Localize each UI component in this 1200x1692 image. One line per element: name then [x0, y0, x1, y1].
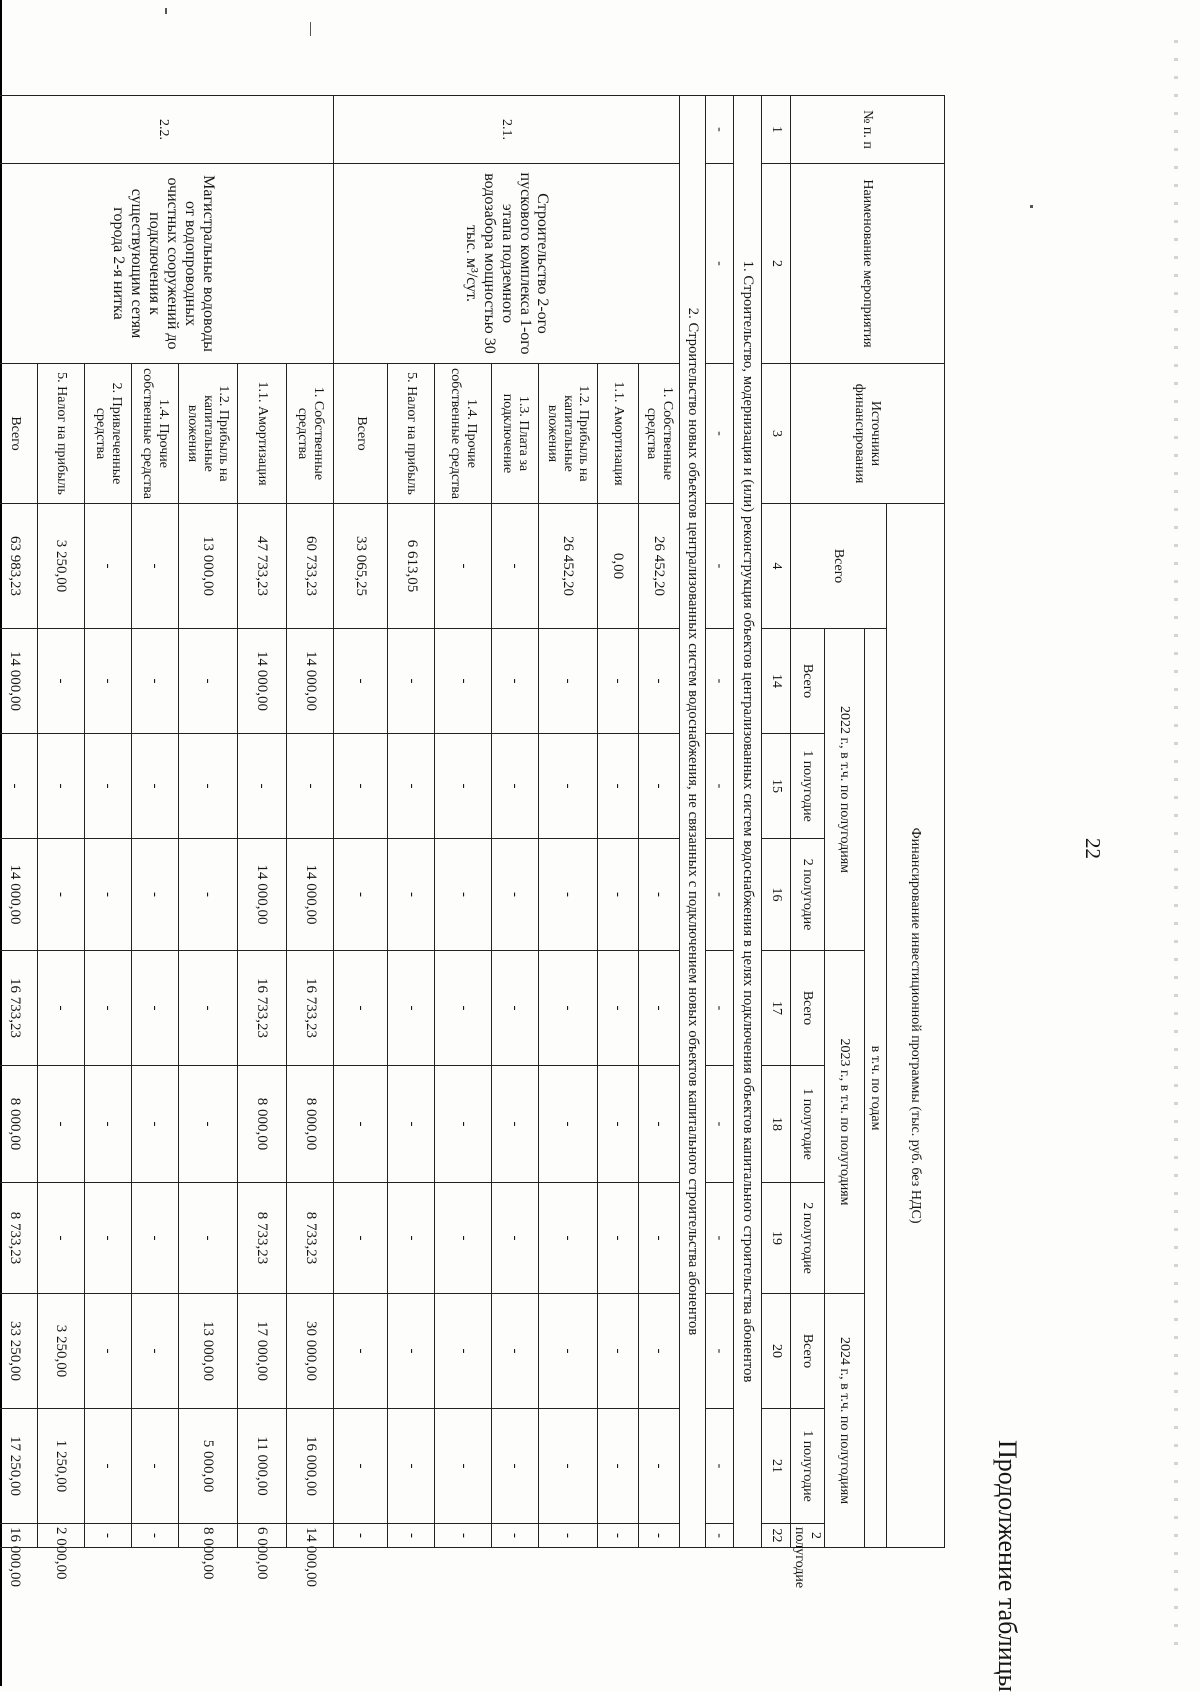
col-number: 22	[762, 1524, 790, 1548]
amount-cell: 16 733,23	[237, 951, 286, 1066]
col-number: 4	[762, 504, 790, 629]
header-2024-half1: 1 полугодие	[790, 1409, 824, 1524]
amount-cell: -	[0, 734, 37, 839]
header-2024-half2: 2 полугодие	[790, 1524, 824, 1548]
amount-cell: 26 452,20	[638, 504, 679, 629]
col-number: 19	[762, 1183, 790, 1294]
amount-cell: -	[491, 504, 538, 629]
funding-source: Всего	[334, 364, 388, 504]
amount-cell: -	[638, 629, 679, 734]
funding-source: 1.1. Амортизация	[237, 364, 286, 504]
amount-cell: -	[37, 1183, 84, 1294]
header-2024-total: Всего	[790, 1294, 824, 1409]
funding-source: Всего	[0, 364, 37, 504]
amount-cell: -	[435, 1066, 491, 1183]
amount-cell: 47 733,23	[237, 504, 286, 629]
amount-cell: -	[131, 1066, 178, 1183]
amount-cell: -	[491, 1409, 538, 1524]
amount-cell: -	[435, 951, 491, 1066]
header-2022-half1: 1 полугодие	[790, 734, 824, 839]
continuation-title: Продолжение таблицы	[993, 1440, 1022, 1692]
amount-cell: 60 733,23	[287, 504, 334, 629]
col-number: 20	[762, 1294, 790, 1409]
amount-cell: -	[131, 1294, 178, 1409]
amount-cell: -	[597, 629, 638, 734]
amount-cell: 16 733,23	[0, 951, 37, 1066]
amount-cell: -	[131, 504, 178, 629]
amount-cell: -	[37, 1066, 84, 1183]
header-year-2022: 2022 г., в т.ч. по полугодиям	[825, 629, 865, 951]
amount-cell: -	[178, 734, 237, 839]
amount-cell: 14 000,00	[237, 629, 286, 734]
funding-source: 1.4. Прочие собственные средства	[131, 364, 178, 504]
amount-cell: -	[84, 1066, 131, 1183]
placeholder-cell: -	[706, 839, 734, 951]
amount-cell: -	[178, 629, 237, 734]
amount-cell: -	[84, 734, 131, 839]
amount-cell: -	[388, 734, 435, 839]
amount-cell: 13 000,00	[178, 1294, 237, 1409]
amount-cell: -	[334, 1524, 388, 1548]
amount-cell: 14 000,00	[0, 839, 37, 951]
header-sources: Источники финансирования	[790, 364, 944, 504]
amount-cell: -	[334, 1409, 388, 1524]
amount-cell: -	[84, 504, 131, 629]
placeholder-cell: -	[706, 164, 734, 364]
amount-cell: -	[37, 629, 84, 734]
amount-cell: 14 000,00	[287, 629, 334, 734]
amount-cell: -	[597, 951, 638, 1066]
amount-cell: -	[597, 1409, 638, 1524]
placeholder-cell: -	[706, 1294, 734, 1409]
amount-cell: 16 733,23	[287, 951, 334, 1066]
amount-cell: -	[491, 1183, 538, 1294]
amount-cell: -	[84, 839, 131, 951]
amount-cell: -	[178, 951, 237, 1066]
header-name: Наименование мероприятия	[790, 164, 944, 364]
col-number: 15	[762, 734, 790, 839]
col-number: 3	[762, 364, 790, 504]
amount-cell: -	[84, 629, 131, 734]
amount-cell: -	[435, 1409, 491, 1524]
amount-cell: 8 000,00	[0, 1066, 37, 1183]
col-number: 16	[762, 839, 790, 951]
amount-cell: 6 613,05	[388, 504, 435, 629]
header-total: Всего	[790, 504, 886, 629]
amount-cell: -	[638, 951, 679, 1066]
amount-cell: -	[638, 1066, 679, 1183]
amount-cell: -	[435, 1524, 491, 1548]
header-year-2023: 2023 г., в т.ч. по полугодиям	[825, 951, 865, 1294]
amount-cell: -	[491, 951, 538, 1066]
table-row	[638, 96, 679, 1548]
amount-cell: -	[538, 839, 597, 951]
amount-cell: -	[491, 1294, 538, 1409]
amount-cell: -	[334, 629, 388, 734]
amount-cell: -	[638, 1409, 679, 1524]
amount-cell: -	[388, 1294, 435, 1409]
header-2023-total: Всего	[790, 951, 824, 1066]
amount-cell: -	[84, 951, 131, 1066]
amount-cell: -	[334, 734, 388, 839]
amount-cell: -	[638, 734, 679, 839]
amount-cell: -	[491, 1066, 538, 1183]
amount-cell: -	[334, 1183, 388, 1294]
amount-cell: -	[638, 839, 679, 951]
amount-cell: -	[334, 1294, 388, 1409]
amount-cell: 33 250,00	[0, 1294, 37, 1409]
amount-cell: 30 000,00	[287, 1294, 334, 1409]
amount-cell: 8 000,00	[178, 1524, 237, 1548]
amount-cell: -	[491, 1524, 538, 1548]
header-financing: Финансирование инвестиционной программы (тыс. руб. без НДС)	[887, 504, 945, 1548]
col-number: 2	[762, 164, 790, 364]
item-number: 2.1.	[334, 96, 680, 164]
funding-source: 2. Привлеченные средства	[84, 364, 131, 504]
placeholder-cell: -	[706, 951, 734, 1066]
amount-cell: -	[388, 839, 435, 951]
amount-cell: -	[597, 1183, 638, 1294]
amount-cell: 17 250,00	[0, 1409, 37, 1524]
amount-cell: -	[597, 1066, 638, 1183]
header-2022-half2: 2 полугодие	[790, 839, 824, 951]
amount-cell: -	[131, 1524, 178, 1548]
amount-cell: -	[388, 1183, 435, 1294]
col-number: 18	[762, 1066, 790, 1183]
amount-cell: 14 000,00	[237, 839, 286, 951]
amount-cell: -	[334, 951, 388, 1066]
amount-cell: 8 733,23	[237, 1183, 286, 1294]
col-number: 1	[762, 96, 790, 164]
amount-cell: -	[388, 1066, 435, 1183]
amount-cell: 16 000,00	[287, 1409, 334, 1524]
placeholder-cell: -	[706, 364, 734, 504]
amount-cell: -	[84, 1183, 131, 1294]
column-number-row	[762, 96, 790, 1548]
section-1-title: 1. Строительство, модернизация и (или) реконструкция объектов централизованных систем водоснабжения в целях подключения объектов капитального строительства абонентов	[734, 96, 762, 1548]
amount-cell: -	[388, 1524, 435, 1548]
amount-cell: -	[388, 951, 435, 1066]
amount-cell: -	[538, 1183, 597, 1294]
amount-cell: 33 065,25	[334, 504, 388, 629]
amount-cell: -	[538, 951, 597, 1066]
amount-cell: 8 733,23	[287, 1183, 334, 1294]
amount-cell: 8 733,23	[0, 1183, 37, 1294]
header-year-2024: 2024 г., в т.ч. по полугодиям	[825, 1294, 865, 1548]
item-number: 2.2.	[0, 96, 334, 164]
funding-source: 1. Собственные средства	[287, 364, 334, 504]
page-number: 22	[1081, 838, 1105, 859]
amount-cell: 13 000,00	[178, 504, 237, 629]
amount-cell: -	[538, 1066, 597, 1183]
amount-cell: 6 000,00	[237, 1524, 286, 1548]
amount-cell: -	[334, 1066, 388, 1183]
funding-source: 1.4. Прочие собственные средства	[435, 364, 491, 504]
amount-cell: -	[131, 951, 178, 1066]
amount-cell: -	[435, 1294, 491, 1409]
amount-cell: 63 983,23	[0, 504, 37, 629]
amount-cell: -	[538, 1294, 597, 1409]
amount-cell: -	[131, 1409, 178, 1524]
col-number: 17	[762, 951, 790, 1066]
amount-cell: 0,00	[597, 504, 638, 629]
amount-cell: -	[435, 629, 491, 734]
placeholder-cell: -	[706, 1524, 734, 1548]
amount-cell: -	[435, 1183, 491, 1294]
section-2-title: 2. Строительство новых объектов централизованных систем водоснабжения, не связанных с подключением новых объектов капитального строительства абонентов	[680, 96, 706, 1548]
col-number: 14	[762, 629, 790, 734]
header-number: № п. п	[790, 96, 944, 164]
amount-cell: 1 250,00	[37, 1409, 84, 1524]
amount-cell: -	[597, 839, 638, 951]
funding-source: 5. Налог на прибыль	[388, 364, 435, 504]
funding-source: 1. Собственные средства	[638, 364, 679, 504]
amount-cell: -	[638, 1294, 679, 1409]
amount-cell: -	[597, 1524, 638, 1548]
amount-cell: -	[638, 1524, 679, 1548]
amount-cell: -	[435, 504, 491, 629]
item-name: Магистральные водоводы от водопроводных очистных сооружений до подключения к существующим сетям города 2-я нитка	[0, 164, 334, 364]
amount-cell: -	[237, 734, 286, 839]
amount-cell: -	[334, 839, 388, 951]
amount-cell: -	[131, 734, 178, 839]
header-2023-half1: 1 полугодие	[790, 1066, 824, 1183]
amount-cell: 26 452,20	[538, 504, 597, 629]
amount-cell: -	[178, 1183, 237, 1294]
placeholder-cell: -	[706, 1066, 734, 1183]
placeholder-cell: -	[706, 504, 734, 629]
amount-cell: -	[84, 1409, 131, 1524]
amount-cell: -	[538, 734, 597, 839]
amount-cell: -	[287, 734, 334, 839]
placeholder-cell: -	[706, 734, 734, 839]
amount-cell: -	[491, 734, 538, 839]
amount-cell: 14 000,00	[287, 839, 334, 951]
amount-cell: -	[597, 1294, 638, 1409]
amount-cell: -	[388, 1409, 435, 1524]
amount-cell: -	[84, 1524, 131, 1548]
amount-cell: -	[178, 1066, 237, 1183]
funding-source: 1.1. Амортизация	[597, 364, 638, 504]
amount-cell: -	[538, 1524, 597, 1548]
section-1-placeholder-row	[706, 96, 734, 1548]
funding-source: 5. Налог на прибыль	[37, 364, 84, 504]
amount-cell: 16 000,00	[0, 1524, 37, 1548]
amount-cell: 8 000,00	[287, 1066, 334, 1183]
amount-cell: -	[638, 1183, 679, 1294]
amount-cell: 3 250,00	[37, 1294, 84, 1409]
amount-cell: -	[37, 839, 84, 951]
amount-cell: -	[538, 629, 597, 734]
amount-cell: -	[37, 734, 84, 839]
amount-cell: -	[435, 839, 491, 951]
amount-cell: -	[491, 629, 538, 734]
funding-source: 1.2. Прибыль на капитальные вложения	[538, 364, 597, 504]
amount-cell: -	[597, 734, 638, 839]
amount-cell: -	[538, 1409, 597, 1524]
col-number: 21	[762, 1409, 790, 1524]
amount-cell: 17 000,00	[237, 1294, 286, 1409]
header-by-years: в т.ч. по годам	[865, 629, 887, 1548]
amount-cell: -	[84, 1294, 131, 1409]
placeholder-cell: -	[706, 1409, 734, 1524]
amount-cell: 2 000,00	[37, 1524, 84, 1548]
header-2023-half2: 2 полугодие	[790, 1183, 824, 1294]
placeholder-cell: -	[706, 1183, 734, 1294]
amount-cell: 14 000,00	[287, 1524, 334, 1548]
amount-cell: -	[435, 734, 491, 839]
item-name: Строительство 2-ого пускового комплекса 1-ого этапа подземного водозабора мощностью 30 тыс. м³/сут.	[334, 164, 680, 364]
placeholder-cell: -	[706, 629, 734, 734]
funding-source: 1.2. Прибыль на капитальные вложения	[178, 364, 237, 504]
amount-cell: 14 000,00	[0, 629, 37, 734]
financing-table	[0, 95, 945, 1589]
funding-source: 1.3. Плата за подключение	[491, 364, 538, 504]
header-2022-total: Всего	[790, 629, 824, 734]
table-row	[287, 96, 334, 1548]
amount-cell: -	[491, 839, 538, 951]
amount-cell: -	[388, 629, 435, 734]
amount-cell: 5 000,00	[178, 1409, 237, 1524]
amount-cell: -	[131, 839, 178, 951]
placeholder-cell: -	[706, 96, 734, 164]
amount-cell: 11 000,00	[237, 1409, 286, 1524]
amount-cell: 8 000,00	[237, 1066, 286, 1183]
amount-cell: -	[178, 839, 237, 951]
amount-cell: -	[37, 951, 84, 1066]
amount-cell: -	[131, 1183, 178, 1294]
amount-cell: 3 250,00	[37, 504, 84, 629]
amount-cell: -	[131, 629, 178, 734]
